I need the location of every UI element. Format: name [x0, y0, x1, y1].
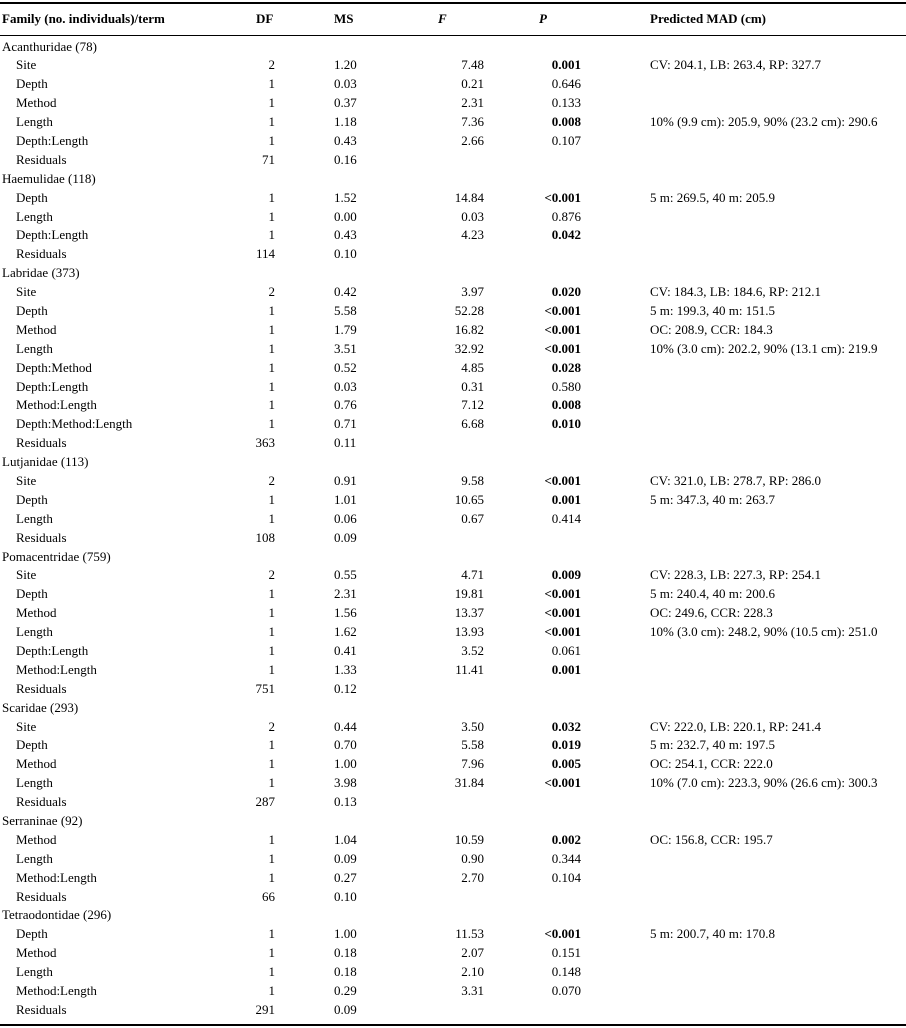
ms-cell: 0.12	[334, 680, 357, 696]
ms-cell: 0.18	[334, 945, 357, 961]
term-cell: Depth	[16, 586, 48, 602]
predicted-mad-cell: 5 m: 240.4, 40 m: 200.6	[650, 586, 775, 602]
df-cell: 2	[268, 284, 275, 300]
table-row	[0, 151, 906, 170]
df-cell: 2	[268, 57, 275, 73]
table-row	[0, 359, 906, 378]
f-cell: 4.85	[461, 359, 484, 375]
term-cell: Length	[16, 340, 53, 356]
ms-cell: 0.76	[334, 397, 357, 413]
ms-cell: 0.09	[334, 529, 357, 545]
term-cell: Depth:Method:Length	[16, 416, 133, 432]
p-value-cell: <0.001	[544, 302, 581, 318]
ms-cell: 0.29	[334, 983, 357, 999]
term-cell: Site	[16, 472, 37, 488]
f-cell: 0.31	[461, 378, 484, 394]
p-value-cell: 0.020	[551, 284, 581, 300]
term-cell: Length	[16, 850, 53, 866]
df-cell: 1	[268, 983, 275, 999]
predicted-mad-cell: CV: 204.1, LB: 263.4, RP: 327.7	[650, 57, 821, 73]
column-header-f: F	[438, 11, 447, 26]
ms-cell: 1.00	[334, 926, 357, 942]
p-value-cell: 0.001	[551, 491, 581, 507]
table-row	[0, 566, 906, 585]
ms-cell: 0.00	[334, 208, 357, 224]
table-row	[0, 245, 906, 264]
ms-cell: 0.43	[334, 227, 357, 243]
ms-cell: 0.09	[334, 850, 357, 866]
table-body	[0, 38, 906, 1020]
df-cell: 1	[268, 586, 275, 602]
ms-cell: 0.09	[334, 1001, 357, 1017]
term-cell: Site	[16, 567, 37, 583]
term-cell: Length	[16, 775, 53, 791]
p-value-cell: <0.001	[544, 321, 581, 337]
predicted-mad-cell: 5 m: 269.5, 40 m: 205.9	[650, 189, 775, 205]
term-cell: Depth	[16, 926, 48, 942]
p-value-cell: 0.028	[551, 359, 581, 375]
term-cell: Length	[16, 964, 53, 980]
df-cell: 1	[268, 189, 275, 205]
table-row	[0, 963, 906, 982]
p-value-cell: 0.001	[551, 661, 581, 677]
df-cell: 1	[268, 95, 275, 111]
term-cell: Residuals	[16, 246, 67, 262]
table-row	[0, 396, 906, 415]
df-cell: 1	[268, 416, 275, 432]
df-cell: 1	[268, 510, 275, 526]
ms-cell: 1.01	[334, 491, 357, 507]
f-cell: 32.92	[454, 340, 484, 356]
f-cell: 10.65	[454, 491, 484, 507]
f-cell: 4.71	[461, 567, 484, 583]
term-cell: Depth:Method	[16, 359, 92, 375]
term-cell: Site	[16, 284, 37, 300]
table-row	[0, 736, 906, 755]
table-row	[0, 340, 906, 359]
family-row	[0, 170, 906, 189]
table-row	[0, 755, 906, 774]
term-cell: Method:Length	[16, 397, 97, 413]
table-row	[0, 850, 906, 869]
p-value-cell: 0.151	[551, 945, 581, 961]
ms-cell: 0.91	[334, 472, 357, 488]
family-row	[0, 548, 906, 567]
table-row	[0, 718, 906, 737]
f-cell: 9.58	[461, 472, 484, 488]
term-cell: Method:Length	[16, 983, 97, 999]
df-cell: 1	[268, 926, 275, 942]
term-cell: Length	[16, 624, 53, 640]
ms-cell: 0.42	[334, 284, 357, 300]
p-value-cell: 0.009	[551, 567, 581, 583]
table-row	[0, 378, 906, 397]
table-row	[0, 226, 906, 245]
term-cell: Method	[16, 95, 57, 111]
term-cell: Depth:Length	[16, 227, 89, 243]
table-row	[0, 661, 906, 680]
p-value-cell: <0.001	[544, 926, 581, 942]
df-cell: 1	[268, 624, 275, 640]
p-value-cell: <0.001	[544, 586, 581, 602]
family-row	[0, 264, 906, 283]
ms-cell: 1.79	[334, 321, 357, 337]
df-cell: 2	[268, 718, 275, 734]
predicted-mad-cell: CV: 321.0, LB: 278.7, RP: 286.0	[650, 472, 821, 488]
df-cell: 1	[268, 661, 275, 677]
predicted-mad-cell: 10% (3.0 cm): 202.2, 90% (13.1 cm): 219.9	[650, 340, 878, 356]
p-value-cell: 0.414	[551, 510, 581, 526]
table-bottom-rule	[0, 1024, 906, 1026]
p-value-cell: 0.019	[551, 737, 581, 753]
ms-cell: 0.03	[334, 76, 357, 92]
term-cell: Site	[16, 718, 37, 734]
df-cell: 1	[268, 227, 275, 243]
ms-cell: 0.03	[334, 378, 357, 394]
predicted-mad-cell: CV: 184.3, LB: 184.6, RP: 212.1	[650, 284, 821, 300]
f-cell: 13.37	[454, 605, 484, 621]
table-row	[0, 208, 906, 227]
ms-cell: 0.37	[334, 95, 357, 111]
table-row	[0, 56, 906, 75]
ms-cell: 1.62	[334, 624, 357, 640]
p-value-cell: 0.008	[551, 114, 581, 130]
ms-cell: 1.04	[334, 831, 357, 847]
df-cell: 1	[268, 491, 275, 507]
table-header-rule	[0, 35, 906, 36]
df-cell: 1	[268, 775, 275, 791]
family-row	[0, 906, 906, 925]
ms-cell: 3.98	[334, 775, 357, 791]
f-cell: 0.21	[461, 76, 484, 92]
p-value-cell: 0.107	[551, 132, 581, 148]
term-cell: Depth:Length	[16, 378, 89, 394]
df-cell: 1	[268, 869, 275, 885]
p-value-cell: 0.042	[551, 227, 581, 243]
table-row	[0, 585, 906, 604]
df-cell: 1	[268, 643, 275, 658]
p-value-cell: <0.001	[544, 775, 581, 791]
family-name: Labridae (373)	[2, 265, 80, 281]
df-cell: 1	[268, 964, 275, 980]
term-cell: Method	[16, 321, 57, 337]
predicted-mad-cell: OC: 156.8, CCR: 195.7	[650, 831, 773, 847]
f-cell: 6.68	[461, 416, 484, 432]
table-row	[0, 680, 906, 699]
table-row	[0, 831, 906, 850]
ms-cell: 0.16	[334, 151, 357, 167]
p-value-cell: 0.005	[551, 756, 581, 772]
table-row	[0, 302, 906, 321]
f-cell: 2.70	[461, 869, 484, 885]
table-row	[0, 321, 906, 340]
f-cell: 10.59	[454, 831, 484, 847]
table-row	[0, 869, 906, 888]
ms-cell: 0.44	[334, 718, 357, 734]
ms-cell: 0.13	[334, 794, 357, 810]
column-header-ms: MS	[334, 11, 354, 26]
term-cell: Depth	[16, 491, 48, 507]
f-cell: 2.66	[461, 132, 484, 148]
table-row	[0, 982, 906, 1001]
ms-cell: 0.10	[334, 246, 357, 262]
ms-cell: 0.10	[334, 888, 357, 904]
predicted-mad-cell: 5 m: 347.3, 40 m: 263.7	[650, 491, 775, 507]
table-row	[0, 529, 906, 548]
term-cell: Depth	[16, 189, 48, 205]
f-cell: 0.90	[461, 850, 484, 866]
df-cell: 1	[268, 114, 275, 130]
p-value-cell: 0.646	[551, 76, 581, 92]
p-value-cell: 0.032	[551, 718, 581, 734]
p-value-cell: 0.061	[551, 643, 581, 658]
f-cell: 2.07	[461, 945, 484, 961]
predicted-mad-cell: 5 m: 199.3, 40 m: 151.5	[650, 302, 775, 318]
ms-cell: 1.00	[334, 756, 357, 772]
term-cell: Length	[16, 510, 53, 526]
family-name: Tetraodontidae (296)	[2, 907, 112, 923]
df-cell: 108	[255, 529, 275, 545]
p-value-cell: 0.002	[551, 831, 581, 847]
term-cell: Depth	[16, 737, 48, 753]
f-cell: 7.96	[461, 756, 484, 772]
df-cell: 1	[268, 378, 275, 394]
term-cell: Residuals	[16, 151, 67, 167]
table-row	[0, 189, 906, 208]
p-value-cell: 0.008	[551, 397, 581, 413]
term-cell: Residuals	[16, 680, 67, 696]
f-cell: 14.84	[454, 189, 484, 205]
family-name: Haemulidae (118)	[2, 170, 96, 186]
ms-cell: 0.43	[334, 132, 357, 148]
family-row	[0, 453, 906, 472]
term-cell: Method	[16, 831, 57, 847]
ms-cell: 3.51	[334, 340, 357, 356]
table-row	[0, 888, 906, 907]
ms-cell: 0.55	[334, 567, 357, 583]
df-cell: 2	[268, 472, 275, 488]
df-cell: 363	[255, 435, 275, 451]
table-row	[0, 132, 906, 151]
f-cell: 52.28	[454, 302, 484, 318]
table-row	[0, 434, 906, 453]
term-cell: Method:Length	[16, 869, 97, 885]
table-row	[0, 604, 906, 623]
table-row	[0, 94, 906, 113]
ms-cell: 0.18	[334, 964, 357, 980]
family-name: Pomacentridae (759)	[2, 548, 111, 564]
table-header	[0, 4, 906, 34]
table-row	[0, 944, 906, 963]
term-cell: Residuals	[16, 529, 67, 545]
term-cell: Residuals	[16, 888, 67, 904]
df-cell: 1	[268, 945, 275, 961]
f-cell: 7.12	[461, 397, 484, 413]
table-row	[0, 793, 906, 812]
df-cell: 1	[268, 605, 275, 621]
predicted-mad-cell: OC: 254.1, CCR: 222.0	[650, 756, 773, 772]
ms-cell: 0.52	[334, 359, 357, 375]
table-row	[0, 774, 906, 793]
ms-cell: 1.56	[334, 605, 357, 621]
term-cell: Method	[16, 945, 57, 961]
term-cell: Residuals	[16, 1001, 67, 1017]
f-cell: 3.52	[461, 643, 484, 658]
p-value-cell: 0.001	[551, 57, 581, 73]
ms-cell: 2.31	[334, 586, 357, 602]
table-row	[0, 1001, 906, 1020]
f-cell: 11.41	[455, 661, 484, 677]
term-cell: Length	[16, 114, 53, 130]
table-row	[0, 642, 906, 661]
p-value-cell: 0.010	[551, 416, 581, 432]
f-cell: 5.58	[461, 737, 484, 753]
p-value-cell: 0.580	[551, 378, 581, 394]
f-cell: 3.97	[461, 284, 484, 300]
p-value-cell: 0.070	[551, 983, 581, 999]
f-cell: 7.48	[461, 57, 484, 73]
df-cell: 1	[268, 397, 275, 413]
df-cell: 751	[255, 680, 275, 696]
df-cell: 66	[262, 888, 275, 904]
table-row	[0, 415, 906, 434]
predicted-mad-cell: CV: 228.3, LB: 227.3, RP: 254.1	[650, 567, 821, 583]
family-name: Serraninae (92)	[2, 813, 83, 829]
predicted-mad-cell: 10% (3.0 cm): 248.2, 90% (10.5 cm): 251.0	[650, 624, 878, 640]
df-cell: 1	[268, 340, 275, 356]
p-value-cell: 0.148	[551, 964, 581, 980]
df-cell: 1	[268, 831, 275, 847]
term-cell: Depth	[16, 302, 48, 318]
term-cell: Depth	[16, 76, 48, 92]
df-cell: 2	[268, 567, 275, 583]
df-cell: 1	[268, 302, 275, 318]
predicted-mad-cell: CV: 222.0, LB: 220.1, RP: 241.4	[650, 718, 821, 734]
predicted-mad-cell: 5 m: 232.7, 40 m: 197.5	[650, 737, 775, 753]
table-row	[0, 623, 906, 642]
table-row	[0, 113, 906, 132]
family-row	[0, 812, 906, 831]
p-value-cell: 0.344	[551, 850, 581, 866]
f-cell: 3.50	[461, 718, 484, 734]
table-row	[0, 510, 906, 529]
df-cell: 1	[268, 850, 275, 866]
f-cell: 2.31	[461, 95, 484, 111]
table-row	[0, 491, 906, 510]
family-name: Acanthuridae (78)	[2, 38, 97, 54]
term-cell: Site	[16, 57, 37, 73]
family-row	[0, 699, 906, 718]
p-value-cell: <0.001	[544, 189, 581, 205]
ms-cell: 0.41	[334, 643, 357, 658]
p-value-cell: 0.104	[551, 869, 581, 885]
predicted-mad-cell: OC: 208.9, CCR: 184.3	[650, 321, 773, 337]
family-row	[0, 38, 906, 57]
term-cell: Method	[16, 756, 57, 772]
p-value-cell: 0.876	[551, 208, 581, 224]
f-cell: 0.67	[461, 510, 484, 526]
ms-cell: 0.71	[334, 416, 357, 432]
f-cell: 7.36	[461, 114, 484, 130]
df-cell: 1	[268, 737, 275, 753]
df-cell: 71	[262, 151, 275, 167]
term-cell: Residuals	[16, 435, 67, 451]
f-cell: 2.10	[461, 964, 484, 980]
term-cell: Method	[16, 605, 57, 621]
table-row	[0, 472, 906, 491]
predicted-mad-cell: 10% (9.9 cm): 205.9, 90% (23.2 cm): 290.6	[650, 114, 878, 130]
f-cell: 19.81	[454, 586, 484, 602]
table-row	[0, 283, 906, 302]
df-cell: 114	[255, 246, 275, 262]
column-header-family: Family (no. individuals)/term	[2, 11, 165, 26]
table-row	[0, 75, 906, 94]
ms-cell: 0.27	[334, 869, 357, 885]
ms-cell: 1.18	[334, 114, 357, 130]
family-name: Lutjanidae (113)	[2, 454, 89, 470]
family-name: Scaridae (293)	[2, 699, 79, 715]
predicted-mad-cell: 5 m: 200.7, 40 m: 170.8	[650, 926, 775, 942]
f-cell: 13.93	[454, 624, 484, 640]
term-cell: Depth:Length	[16, 643, 89, 658]
df-cell: 291	[255, 1001, 275, 1017]
ms-cell: 0.70	[334, 737, 357, 753]
df-cell: 1	[268, 359, 275, 375]
ms-cell: 1.52	[334, 189, 357, 205]
p-value-cell: <0.001	[544, 472, 581, 488]
term-cell: Depth:Length	[16, 132, 89, 148]
f-cell: 4.23	[461, 227, 484, 243]
f-cell: 0.03	[461, 208, 484, 224]
df-cell: 287	[255, 794, 275, 810]
ms-cell: 5.58	[334, 302, 357, 318]
ms-cell: 1.20	[334, 57, 357, 73]
table-row	[0, 925, 906, 944]
df-cell: 1	[268, 756, 275, 772]
ms-cell: 1.33	[334, 661, 357, 677]
df-cell: 1	[268, 132, 275, 148]
column-header-df: DF	[256, 11, 274, 26]
f-cell: 31.84	[454, 775, 484, 791]
ms-cell: 0.11	[334, 435, 357, 451]
column-header-predicted-mad: Predicted MAD (cm)	[650, 11, 766, 26]
p-value-cell: <0.001	[544, 340, 581, 356]
term-cell: Residuals	[16, 794, 67, 810]
term-cell: Length	[16, 208, 53, 224]
column-header-p: P	[539, 11, 547, 26]
f-cell: 16.82	[454, 321, 484, 337]
df-cell: 1	[268, 321, 275, 337]
p-value-cell: <0.001	[544, 605, 581, 621]
f-cell: 3.31	[461, 983, 484, 999]
df-cell: 1	[268, 208, 275, 224]
df-cell: 1	[268, 76, 275, 92]
ms-cell: 0.06	[334, 510, 357, 526]
p-value-cell: <0.001	[544, 624, 581, 640]
predicted-mad-cell: 10% (7.0 cm): 223.3, 90% (26.6 cm): 300.3	[650, 775, 878, 791]
f-cell: 11.53	[455, 926, 484, 942]
predicted-mad-cell: OC: 249.6, CCR: 228.3	[650, 605, 773, 621]
term-cell: Method:Length	[16, 661, 97, 677]
p-value-cell: 0.133	[551, 95, 581, 111]
